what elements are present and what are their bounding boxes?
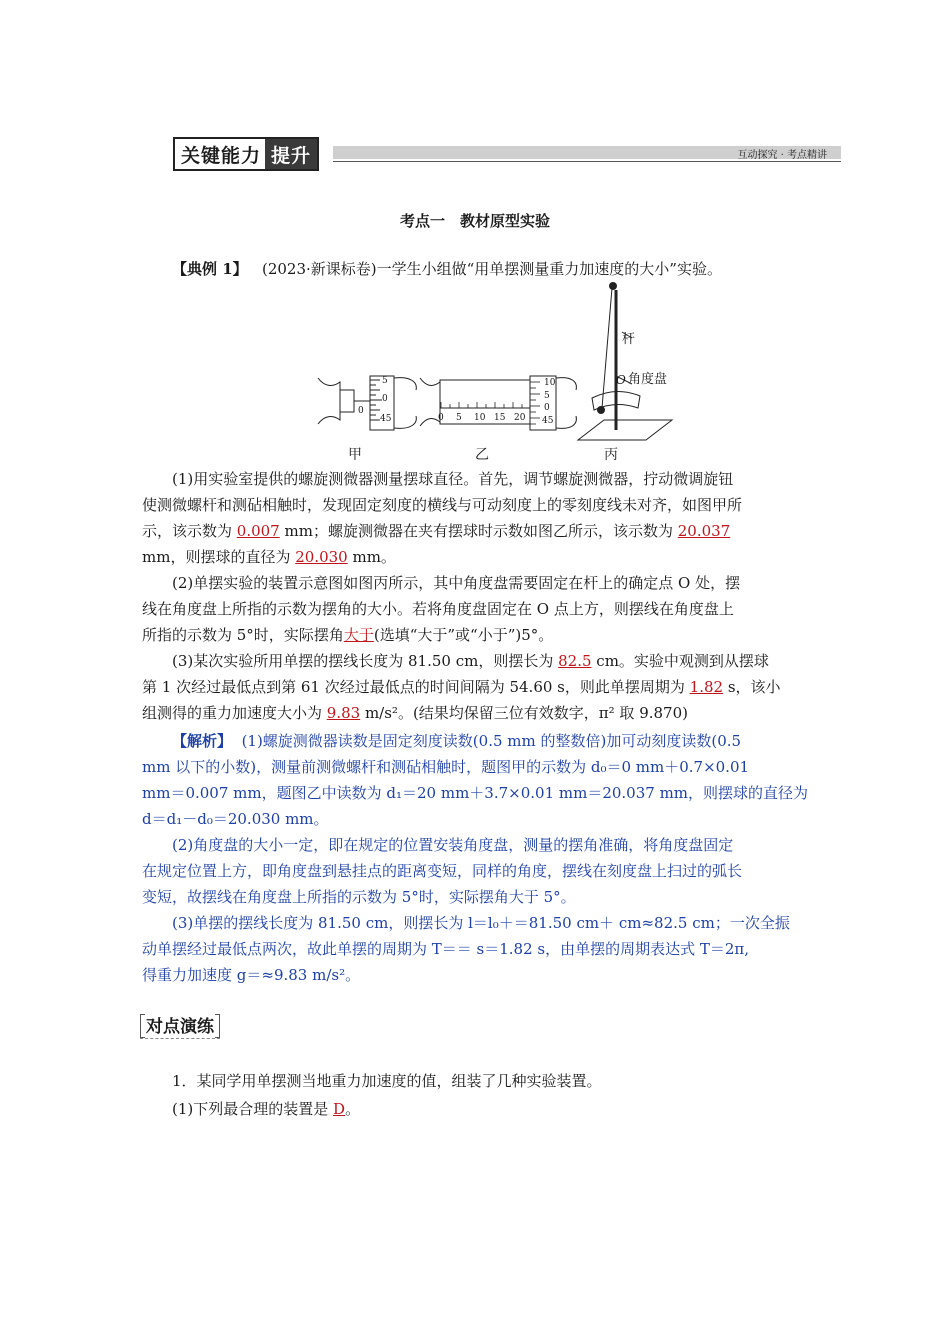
banner-title-right: 提升 (265, 139, 317, 169)
q3-line-1 (172, 648, 840, 674)
bing-base-icon (578, 420, 672, 440)
figure-label-bing: 丙 (604, 447, 618, 463)
q3-line-1b: cm。实验中观测到从摆球 (591, 652, 769, 670)
yi-scale-h-20: 20 (514, 413, 526, 423)
q3-line-3b: m/s²。(结果均保留三位有效数字，π² 取 9.870) (360, 704, 688, 722)
analysis-line-1 (172, 728, 840, 754)
analysis-p3-l2: 动单摆经过最低点两次，故此单摆的周期为 T＝＝ s＝1.82 s，由单摆的周期表达式 T＝2π, (142, 940, 750, 958)
practice-q1-1a: (1)下列最合理的装置是 (172, 1100, 334, 1118)
analysis-p3-l3: 得重力加速度 g＝≈9.83 m/s²。 (142, 966, 361, 984)
q1-line-3a: 示，该示数为 (142, 522, 237, 540)
practice-q1-1 (172, 1096, 840, 1122)
q2-line-3b: (选填“大于”或“小于”)5°。 (373, 626, 554, 644)
q2-line-3 (142, 622, 810, 648)
yi-anvil-icon (420, 378, 440, 426)
figure-point-label: O (616, 373, 626, 387)
jia-zero-mark: 0 (358, 406, 364, 416)
q1-answer-1: 0.007 (236, 522, 280, 540)
q1-line-1: (1)用实验室提供的螺旋测微器测量摆球直径。首先，调节螺旋测微器，拧动微调旋钮 (172, 470, 734, 488)
q1-answer-3: 20.030 (295, 548, 348, 566)
q3-line-3 (142, 700, 810, 726)
banner-tagline: 互动探究 · 考点精讲 (737, 150, 827, 161)
yi-scale-h-15: 15 (494, 413, 506, 423)
yi-scale-h-0: 0 (438, 413, 444, 423)
q1-line-2: 使测微螺杆和测砧相触时，发现固定刻度的横线与可动刻度上的零刻度线未对齐，如图甲所 (142, 496, 743, 514)
q3-line-2 (142, 674, 810, 700)
jia-anvil-icon (318, 378, 340, 424)
q3-answer-3: 9.83 (326, 704, 361, 722)
q3-line-1a: (3)某次实验所用单摆的摆线长度为 81.50 cm，则摆长为 (172, 652, 559, 670)
q2-line-2: 线在角度盘上所指的示数为摆角的大小。若将角度盘固定在 O 点上方，则摆线在角度盘上 (142, 600, 734, 618)
figure-rod-label: 杆 (622, 332, 636, 347)
yi-scale-v-0: 0 (544, 403, 550, 413)
analysis-p2-l2: 在规定位置上方，即角度盘到悬挂点的距离变短，同样的角度，摆线在刻度盘上扫过的弧长 (142, 862, 743, 880)
bing-string-icon (602, 288, 612, 408)
q1-line-4a: mm，则摆球的直径为 (142, 548, 296, 566)
q2-answer-1: 大于 (343, 626, 374, 644)
figure-label-yi: 乙 (475, 447, 489, 463)
example-line (172, 256, 840, 282)
practice-q1: 1．某同学用单摆测当地重力加速度的值，组装了几种实验装置。 (172, 1072, 602, 1090)
section-banner (173, 137, 841, 169)
q3-line-2a: 第 1 次经过最低点到第 61 次经过最低点的时间间隔为 54.60 s，则此单摆周期为 (142, 678, 690, 696)
banner-title-box (173, 137, 319, 171)
practice-q1-1b: 。 (345, 1100, 361, 1118)
section-title: 考点一 教材原型实验 (399, 212, 550, 230)
bing-pivot-icon (609, 282, 617, 290)
analysis-p1-l2: mm 以下的小数)，测量前测微螺杆和测砧相触时，题图甲的示数为 d₀＝0 mm＋0.7×0.01 (142, 758, 750, 776)
example-source: (2023·新课标卷)一学生小组做“用单摆测量重力加速度的大小”实验。 (261, 260, 722, 278)
q1-line-4b: mm。 (347, 548, 396, 566)
figure-label-jia: 甲 (348, 447, 362, 463)
practice-heading: 对点演练 (140, 1012, 220, 1039)
q1-line-3b: mm；螺旋测微器在夹有摆球时示数如图乙所示，该示数为 (279, 522, 678, 540)
yi-scale-v-45: 45 (542, 416, 554, 426)
jia-spindle-icon (340, 390, 354, 412)
jia-scale-bottom: 45 (380, 414, 392, 424)
q3-line-3a: 组测得的重力加速度大小为 (142, 704, 327, 722)
analysis-p1-l3: mm＝0.007 mm，题图乙中读数为 d₁＝20 mm＋3.7×0.01 mm＝20.037 mm，则摆球的直径为 (142, 784, 809, 802)
jia-scale-mid: 0 (382, 394, 388, 404)
analysis-p1-l1: (1)螺旋测微器读数是固定刻度读数(0.5 mm 的整数倍)加可动刻度读数(0.5 (241, 732, 742, 750)
example-label: 【典例 1】 (172, 260, 248, 278)
analysis-p3-l1: (3)单摆的摆线长度为 81.50 cm，则摆长为 l＝l₀＋＝81.50 cm＋ cm≈82.5 cm；一次全振 (172, 914, 790, 932)
q1-answer-2: 20.037 (677, 522, 731, 540)
yi-scale-h-10: 10 (474, 413, 486, 423)
q2-line-3a: 所指的示数为 5°时，实际摆角 (142, 626, 344, 644)
banner-title-left: 关键能力 (181, 145, 262, 167)
analysis-p1-l4: d＝d₁－d₀＝20.030 mm。 (142, 810, 329, 828)
q1-line-4 (142, 544, 810, 570)
bing-bob-icon (597, 406, 605, 414)
banner-rule (333, 161, 841, 162)
yi-scale-h-5: 5 (456, 413, 462, 423)
q1-line-3 (142, 518, 810, 544)
practice-q1-1-answer: D (333, 1100, 346, 1118)
analysis-p2-l3: 变短，故摆线在角度盘上所指的示数为 5°时，实际摆角大于 5°。 (142, 888, 576, 906)
q3-answer-2: 1.82 (689, 678, 724, 696)
experiment-figure (310, 280, 700, 465)
jia-scale-top: 5 (382, 376, 388, 386)
q3-answer-1: 82.5 (558, 652, 592, 670)
q2-line-1: (2)单摆实验的装置示意图如图丙所示，其中角度盘需要固定在杆上的确定点 O 处，摆 (172, 574, 741, 592)
yi-scale-v-10: 10 (544, 378, 556, 388)
q3-line-2b: s，该小 (723, 678, 781, 696)
yi-scale-v-5: 5 (544, 391, 550, 401)
figure-dial-label: 角度盘 (628, 372, 668, 387)
analysis-label: 【解析】 (172, 732, 233, 750)
analysis-p2-l1: (2)角度盘的大小一定，即在规定的位置安装角度盘，测量的摆角准确，将角度盘固定 (172, 836, 734, 854)
